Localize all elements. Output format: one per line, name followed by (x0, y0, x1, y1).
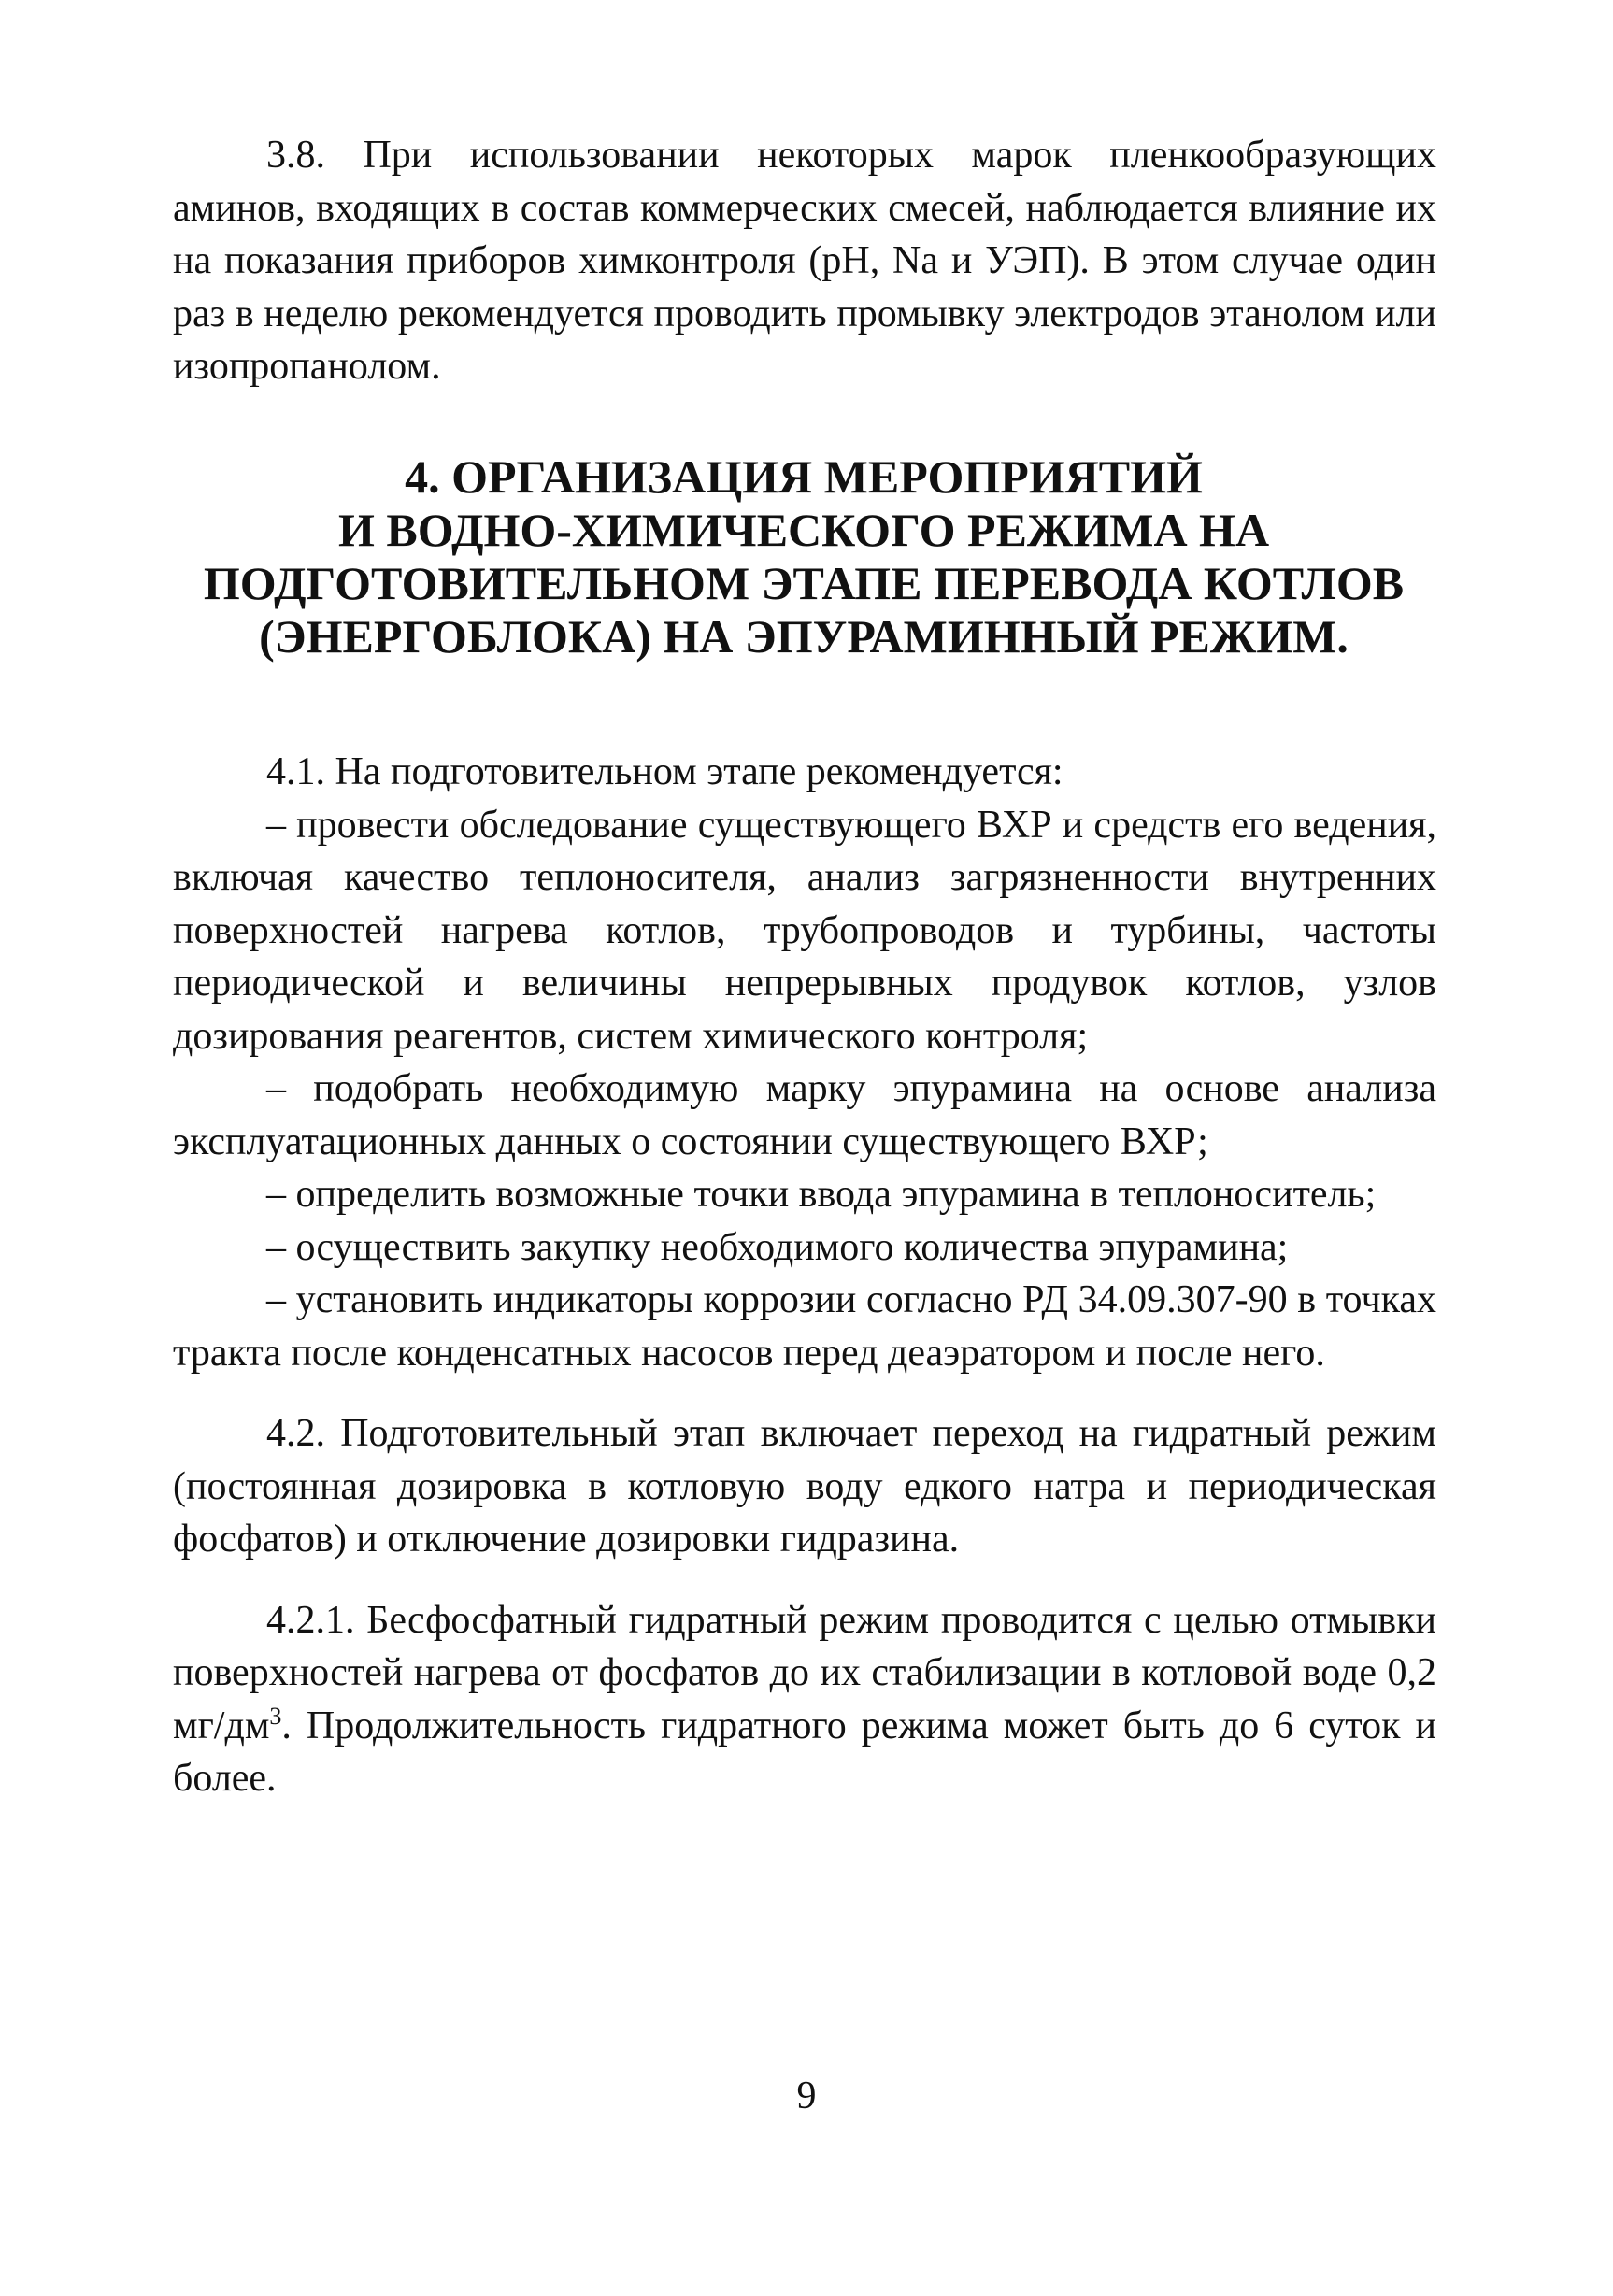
list-item: – осуществить закупку необходимого количества эпурамина; (266, 1225, 1289, 1269)
paragraph-4-1-intro: 4.1. На подготовительном этапе рекомендуется: (266, 750, 1063, 793)
section-3-8-block (173, 129, 1436, 393)
section-4-body (173, 746, 1436, 1805)
paragraph-4-2-1 (173, 1594, 1436, 1805)
paragraph-4-2-1-text: 4.2.1. Бесфосфатный гидратный режим проводится с целью отмывки поверхностей нагрева от фосфатов до их стабилизации в котловой воде 0,2 мг/дм (173, 1598, 1436, 1747)
heading-line-4: (ЭНЕРГОБЛОКА) НА ЭПУРАМИННЫЙ РЕЖИМ. (259, 610, 1349, 663)
heading-line-2: И ВОДНО-ХИМИЧЕСКОГО РЕЖИМА НА (337, 504, 1270, 556)
heading-line-3: ПОДГОТОВИТЕЛЬНОМ ЭТАПЕ ПЕРЕВОДА КОТЛОВ (203, 557, 1405, 609)
page-number: 9 (796, 2075, 817, 2118)
heading-line-1: 4. ОРГАНИЗАЦИЯ МЕРОПРИЯТИЙ (405, 450, 1203, 503)
list-item: – установить индикаторы коррозии согласно РД 34.09.307-90 в точках тракта после конденсатных насосов перед деаэратором и после него. (173, 1278, 1436, 1375)
section-4-heading (140, 450, 1467, 663)
superscript-3: 3 (269, 1702, 282, 1730)
paragraph-3-8: 3.8. При использовании некоторых марок пленкообразующих аминов, входящих в состав коммерческих смесей, наблюдается влияние их на показания приборов химконтроля (pH, Na и УЭП). В этом случае один раз в неделю рекомендуется проводить промывку электродов этанолом или изопропанолом. (173, 134, 1436, 388)
list-item: – определить возможные точки ввода эпурамина в теплоноситель; (266, 1173, 1377, 1216)
paragraph-4-2-1-text-end: . Продолжительность гидратного режима может быть до 6 суток и более. (173, 1704, 1436, 1800)
list-item: – провести обследование существующего ВХР и средств его ведения, включая качество теплоносителя, анализ загрязненности внутренних поверхностей нагрева котлов, трубопроводов и турбины, частоты периодической и величины непрерывных продувок котлов, узлов дозирования реагентов, систем химического контроля; (173, 803, 1436, 1058)
paragraph-4-2: 4.2. Подготовительный этап включает переход на гидратный режим (постоянная дозировка в котловую воду едкого натра и периодическая фосфатов) и отключение дозировки гидразина. (173, 1412, 1436, 1561)
list-item: – подобрать необходимую марку эпурамина на основе анализа эксплуатационных данных о состоянии существующего ВХР; (173, 1067, 1436, 1163)
